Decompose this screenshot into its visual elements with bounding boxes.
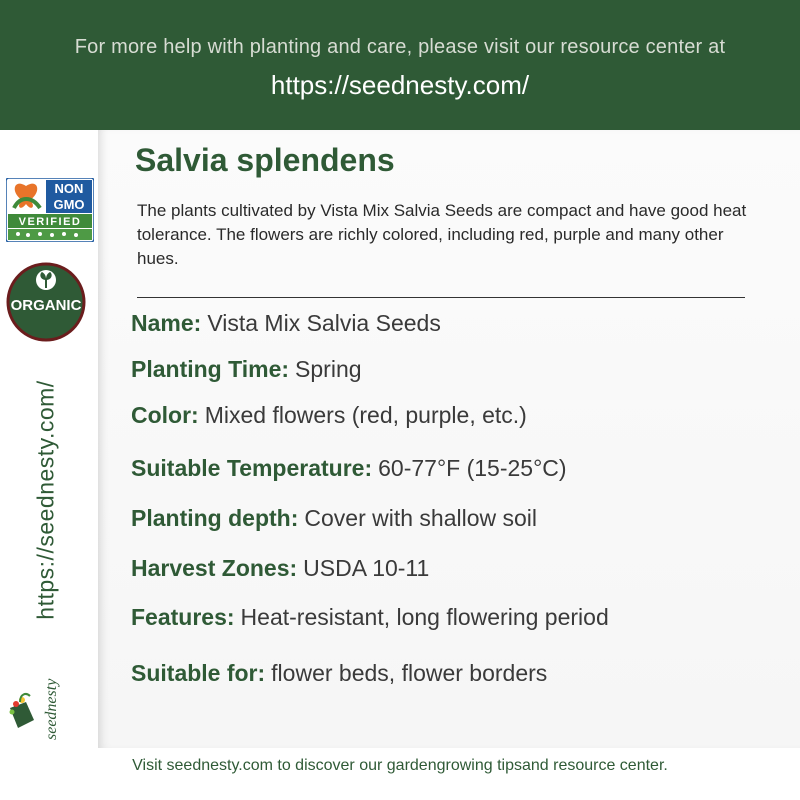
spec-label: Features: [131, 604, 235, 630]
spec-harvest-zones [131, 555, 429, 582]
spec-label: Name: [131, 310, 202, 336]
spec-value: USDA 10-11 [303, 555, 430, 581]
footer-text: Visit seednesty.com to discover our gardengrowing tipsand resource center. [132, 757, 668, 774]
spec-value: flower beds, flower borders [271, 660, 548, 686]
organic-badge [6, 262, 86, 342]
spec-planting-time [131, 356, 362, 383]
spec-label: Suitable Temperature: [131, 455, 373, 481]
seednesty-logo [4, 668, 74, 742]
spec-value: Heat-resistant, long flowering period [240, 604, 609, 630]
spec-planting-depth [131, 505, 537, 532]
spec-label: Color: [131, 402, 199, 428]
spec-label: Suitable for: [131, 660, 266, 686]
product-title: Salvia splendens [135, 142, 395, 178]
section-divider [137, 297, 745, 298]
product-description: The plants cultivated by Vista Mix Salvia Seeds are compact and have good heat tolerance. The flowers are richly colored, including red, purple and many other hues. [137, 201, 747, 268]
spec-value: Vista Mix Salvia Seeds [207, 310, 441, 336]
spec-value: Spring [295, 356, 362, 382]
spec-label: Planting depth: [131, 505, 299, 531]
top-banner [0, 0, 800, 130]
svg-text:seednesty: seednesty [43, 678, 60, 740]
spec-label: Planting Time: [131, 356, 290, 382]
spec-suitable-temperature [131, 455, 567, 482]
banner-url-link[interactable]: https://seednesty.com/ [270, 70, 530, 100]
spec-label: Harvest Zones: [131, 555, 298, 581]
spec-suitable-for [131, 660, 547, 687]
svg-text:NON: NON [54, 181, 84, 196]
spec-value: Mixed flowers (red, purple, etc.) [204, 402, 527, 428]
seed-pot-icon [10, 694, 35, 728]
svg-text:ORGANIC: ORGANIC [10, 297, 82, 314]
svg-text:VERIFIED: VERIFIED [18, 216, 82, 228]
banner-help-text: For more help with planting and care, please visit our resource center at [74, 36, 726, 58]
non-gmo-verified-badge [6, 178, 94, 242]
spec-value: Cover with shallow soil [304, 505, 538, 531]
spec-name [131, 310, 441, 337]
spec-features [131, 604, 609, 631]
spec-value: 60-77°F (15-25°C) [378, 455, 567, 481]
spec-color [131, 402, 527, 429]
svg-text:GMO: GMO [53, 197, 85, 212]
vertical-url-label: https://seednesty.com/ [32, 380, 59, 620]
